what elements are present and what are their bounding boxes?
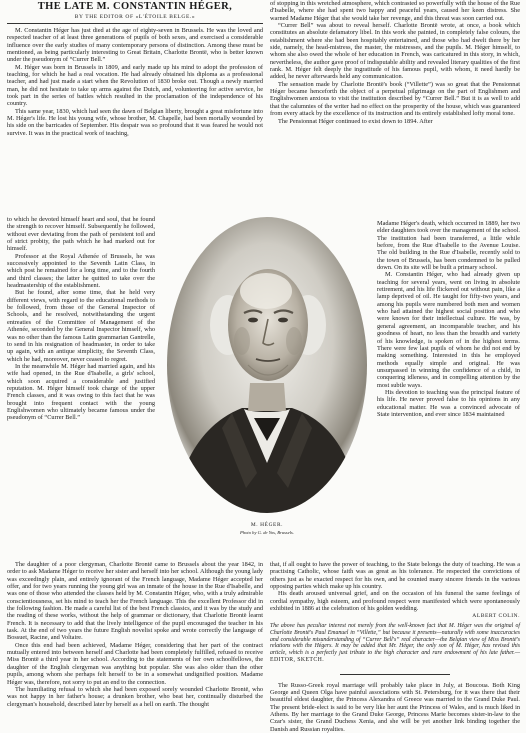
paragraph: The Pensionnat Héger continued to exist down to 1894. After: [278, 117, 433, 125]
paragraph: The humiliating refusal to which she had been exposed sorely wounded Charlotte Brontë, who was not happy in her father's house; a drunken brother, who beat her, continually disturbed the clergyman's household, described later by herself as a hell on earth. The thought: [7, 685, 263, 708]
left-column-top: [7, 0, 263, 137]
paragraph: The daughter of a poor clergyman, Charlotte Brontë came to Brussels about the year 1842, in order to ask Madame Héger to receive her sister and herself into her school. Although the young lady was exceedingly plain, and entirely ignorant of the French language, Madame Héger accepted her offer, and for two years running the young girl was an inmate of the house in the Rue d'Isabelle, and was one of those who attended the classes held by M. Constantin Héger, who, with a truly admirable conscientiousness, set his mind to teach her the French language. This the excellent Professor did in the following fashion. He made a careful list of the best French classics, and it was by the study and the reading of these works, without the help of grammar or dictionary, that Charlotte Brontë learnt French. It is necessary to add that the lively intelligence of the pupil encouraged the teacher in his task. At the end of two years the future English novelist spoke and wrote correctly the language of Bossuet, Racine, and Voltaire.: [7, 561, 263, 642]
paragraph: Madame Héger's death, which occurred in 1889, her two elder daughters took over the management of the school. The institution had been transferred, a little while before, from the Rue d'Isabelle to the Avenue Louise. The old building in the Rue d'Isabelle, recently sold to the town of Brussels, has been condemned to be pulled down. On its site will be built a primary school.: [377, 220, 520, 272]
editor-note-text: The above has peculiar interest not merely from the well-known fact that M. Héger was the original of Charlotte Brontë's Paul Emanuel in “Villette,” but because it presents—naturally with some inaccuracies and considerable misunderstanding of “Currer Bell's” real character—the Belgian view of Miss Brontë's relations with the Hégers. It may be added that Mr. Héger, the only son of M. Héger, has revised this article, which is a perfectly just tribute to the high character and rare endowment of his late father.—: [270, 622, 520, 657]
paragraph: Professor at the Royal Athenée of Brussels, he was successively appointed to the Seventh Latin Class, in which post he remained for a long time, and to the fourth and third classes; the latter he quitted to take over the headmastership of the establishment.: [7, 252, 155, 290]
paragraph: His death aroused universal grief, and on the occasion of his funeral the same feelings of cordial sympathy, high esteem, and profound respect were manifested which were spontaneously exhibited in 1886 at the celebration of his golden wedding.: [270, 590, 520, 613]
paragraph: of stopping in this wretched atmosphere, which contrasted so powerfully with the house of the Rue d'Isabelle, where she had spent two happy and peaceful years, caused her keen distress. She warned Madame Héger that she would take her revenge, and this threat was soon carried out.: [270, 0, 520, 22]
portrait-credit: Photo by G. de Yos, Brussels.: [240, 530, 294, 535]
title-rule: [7, 23, 263, 24]
paragraph: This same year, 1830, which had seen the dawn of Belgian liberty, brought a great misfortune into M. Héger's life. He lost his young wife, whose brother, M. Chapelle, had been mortally wounded by his side on the barricades of September. His despair was so profound that it was feared he would not survive. It was in the practical work of teaching,: [7, 107, 263, 137]
right-column-wrap: [377, 220, 520, 418]
section-divider: [340, 674, 450, 675]
paragraph: that, if all ought to have the power of teaching, to the State belongs the duty of teaching. He was a practising Catholic, whose faith was as great as his tolerance. He respected the convictions of others just as he exacted respect for his own, and he counted many sincere friends in the various opposing parties which make up his country.: [270, 561, 520, 591]
portrait-figure: [162, 213, 372, 558]
paragraph: M. Constantin Héger, who had already given up teaching for several years, went on living in absolute retirement, and his life flickered out without pain, like a lamp deprived of oil. He taught for fifty-two years, and among his pupils were numbered both men and women who had attained the highest social position and who were known for their intellectual culture. He was, by general agreement, an incomparable teacher, and his goodness of heart, no less than the breadth and variety of his knowledge, is spoken of in the highest terms. There were few last pupils of whom he did not end by making something. Interested in this he employed methods equally simple and original. He was unsurpassed in winning the confidence of a child, in conquering idleness, and in compelling attention by the most subtle ways.: [377, 271, 520, 389]
right-column-top: [270, 0, 520, 125]
article-title: THE LATE M. CONSTANTIN HÉGER,: [37, 1, 233, 12]
paragraph: M. Constantin Héger has just died at the age of eighty-seven in Brussels. He was the loved and respected teacher of at least three generations of pupils of both sexes, and exercised a considerable influence over the early studies of many contemporary persons of distinction. Among these must be mentioned, as being particularly interesting to Great Britain, Charlotte Brontë, who is better known under the pseudonym of “Currer Bell.”: [7, 27, 263, 64]
article-signature: ALBERT COLIN.: [472, 612, 520, 619]
editor-note: [270, 623, 520, 664]
paragraph: Once this end had been achieved, Madame Héger, considering that her part of the contract mutually entered into between herself and Charlotte had been completely fulfilled, refused to receive Miss Brontë a third year in her school. According to the statements of her own schoolfellows, the daughter of the English clergyman was anything but popular. She was also older than the other pupils, among whom she perhaps felt herself to be in a somewhat undignified position. Madame Héger was, therefore, not sorry to put an end to the connection.: [7, 641, 263, 686]
paragraph: to which he devoted himself heart and soul, that he found the strength to recover himself. Subsequently he followed, without ever deviating from the path of persistent toil and of strict probity, the path which he had marked out for himself.: [7, 216, 155, 253]
paragraph: The sensation made by Charlotte Brontë's book (“Villette”) was so great that the Pensionnat Héger became henceforth the object of a perpetual pilgrimage on the part of Englishmen and Englishwomen anxious to visit the institution described by “Currer Bell.” But it is as well to add that the calumnies of the writer had no effect on the prosperity of the house, which was guaranteed from every attack by the excellence of its instruction and its entirely established lofty moral tone.: [270, 80, 520, 118]
article-byline: BY THE EDITOR OF «L'ÉTOILE BELGE.»: [74, 14, 196, 20]
right-column-bottom: [270, 561, 520, 733]
paragraph: “Currer Bell” was about to reveal herself. Charlotte Brontë wrote, at once, a book which constitutes an absolute defamatory libel. In this work she painted, in completely false colours, the establishment where she had been hospitably entertained, and those who had dwelt there by her side, namely, the head-mistress, the master, the mistresses, and the pupils. M. Héger himself, to whom she also owed the whole of her education in French, was caricatured in this story, in which, nevertheless, the author gave proof of indisputable ability and revealed literary qualities of the first rank. M. Héger felt deeply the ingratitude of his famous pupil, with whom, it need hardly be added, he never afterwards held any communication.: [270, 22, 520, 81]
portrait-engraving: [162, 213, 372, 518]
left-column-bottom: [7, 561, 263, 708]
royal-marriage-paragraph: The Russo-Greek royal marriage will probably take place in July, at Boucoua. Both King George and Queen Olga have painful associations with St. Petersburg, for it was there that their beautiful eldest daughter, the Princess Alexandra of Greece was married to the Grand Duke Paul. The present bride-elect is said to be very like her aunt the Princess of Wales, and is much liked in Athens. By her marriage to the Grand Duke George, Princess Marie becomes sister-in-law to the Czar's sister, the Grand Duchess Xenia, and she will be yet another link binding together the Danish and Russian royalties.: [270, 681, 520, 733]
paragraph: His devotion to teaching was the principal feature of his life. He never proved false to his opinions in any educational matter. He was a convinced advocate of State intervention, and ever since 1834 maintained: [377, 388, 520, 418]
paragraph: M. Héger was born in Brussels in 1809, and early made up his mind to adopt the profession of teaching, for which he had a real vocation. He had already obtained his diploma as a professional teacher, and had just made a start when the Revolution of 1830 broke out. Though a newly married man, he did not hesitate to take up arms against the Dutch, and, volunteering for active service, he took part in the series of battles which resulted in the proclamation of the independence of his country.: [7, 63, 263, 108]
left-column-wrap: [7, 216, 155, 422]
paragraph: In the meanwhile M. Héger had married again, and his wife had opened, in the Rue d'Isabelle, a girls' school, which soon acquired a considerable and justified reputation. M. Héger himself took charge of the upper French classes, and it was owing to this fact that he was brought into frequent contact with the young Englishwomen who ultimately became famous under the pseudonym of “Currer Bell.”: [7, 362, 155, 422]
portrait-caption: M. HÉGER.: [250, 522, 284, 528]
editor-note-author: EDITOR, SKETCH.: [270, 656, 325, 663]
paragraph: But he found, after some time, that he held very different views, with regard to the educational methods to be followed, from those of the General Inspector of Schools, and he resolved, notwithstanding the urgent entreaties of the Committee of Management of the Athenée, seconded by the General Inspector himself, who was no other than the famous Latin grammarian Gantrelle, to send in his resignation of headmaster, in order to take up again, with an antique simplicity, the Seventh Class, which he had, moreover, never ceased to regret.: [7, 289, 155, 363]
